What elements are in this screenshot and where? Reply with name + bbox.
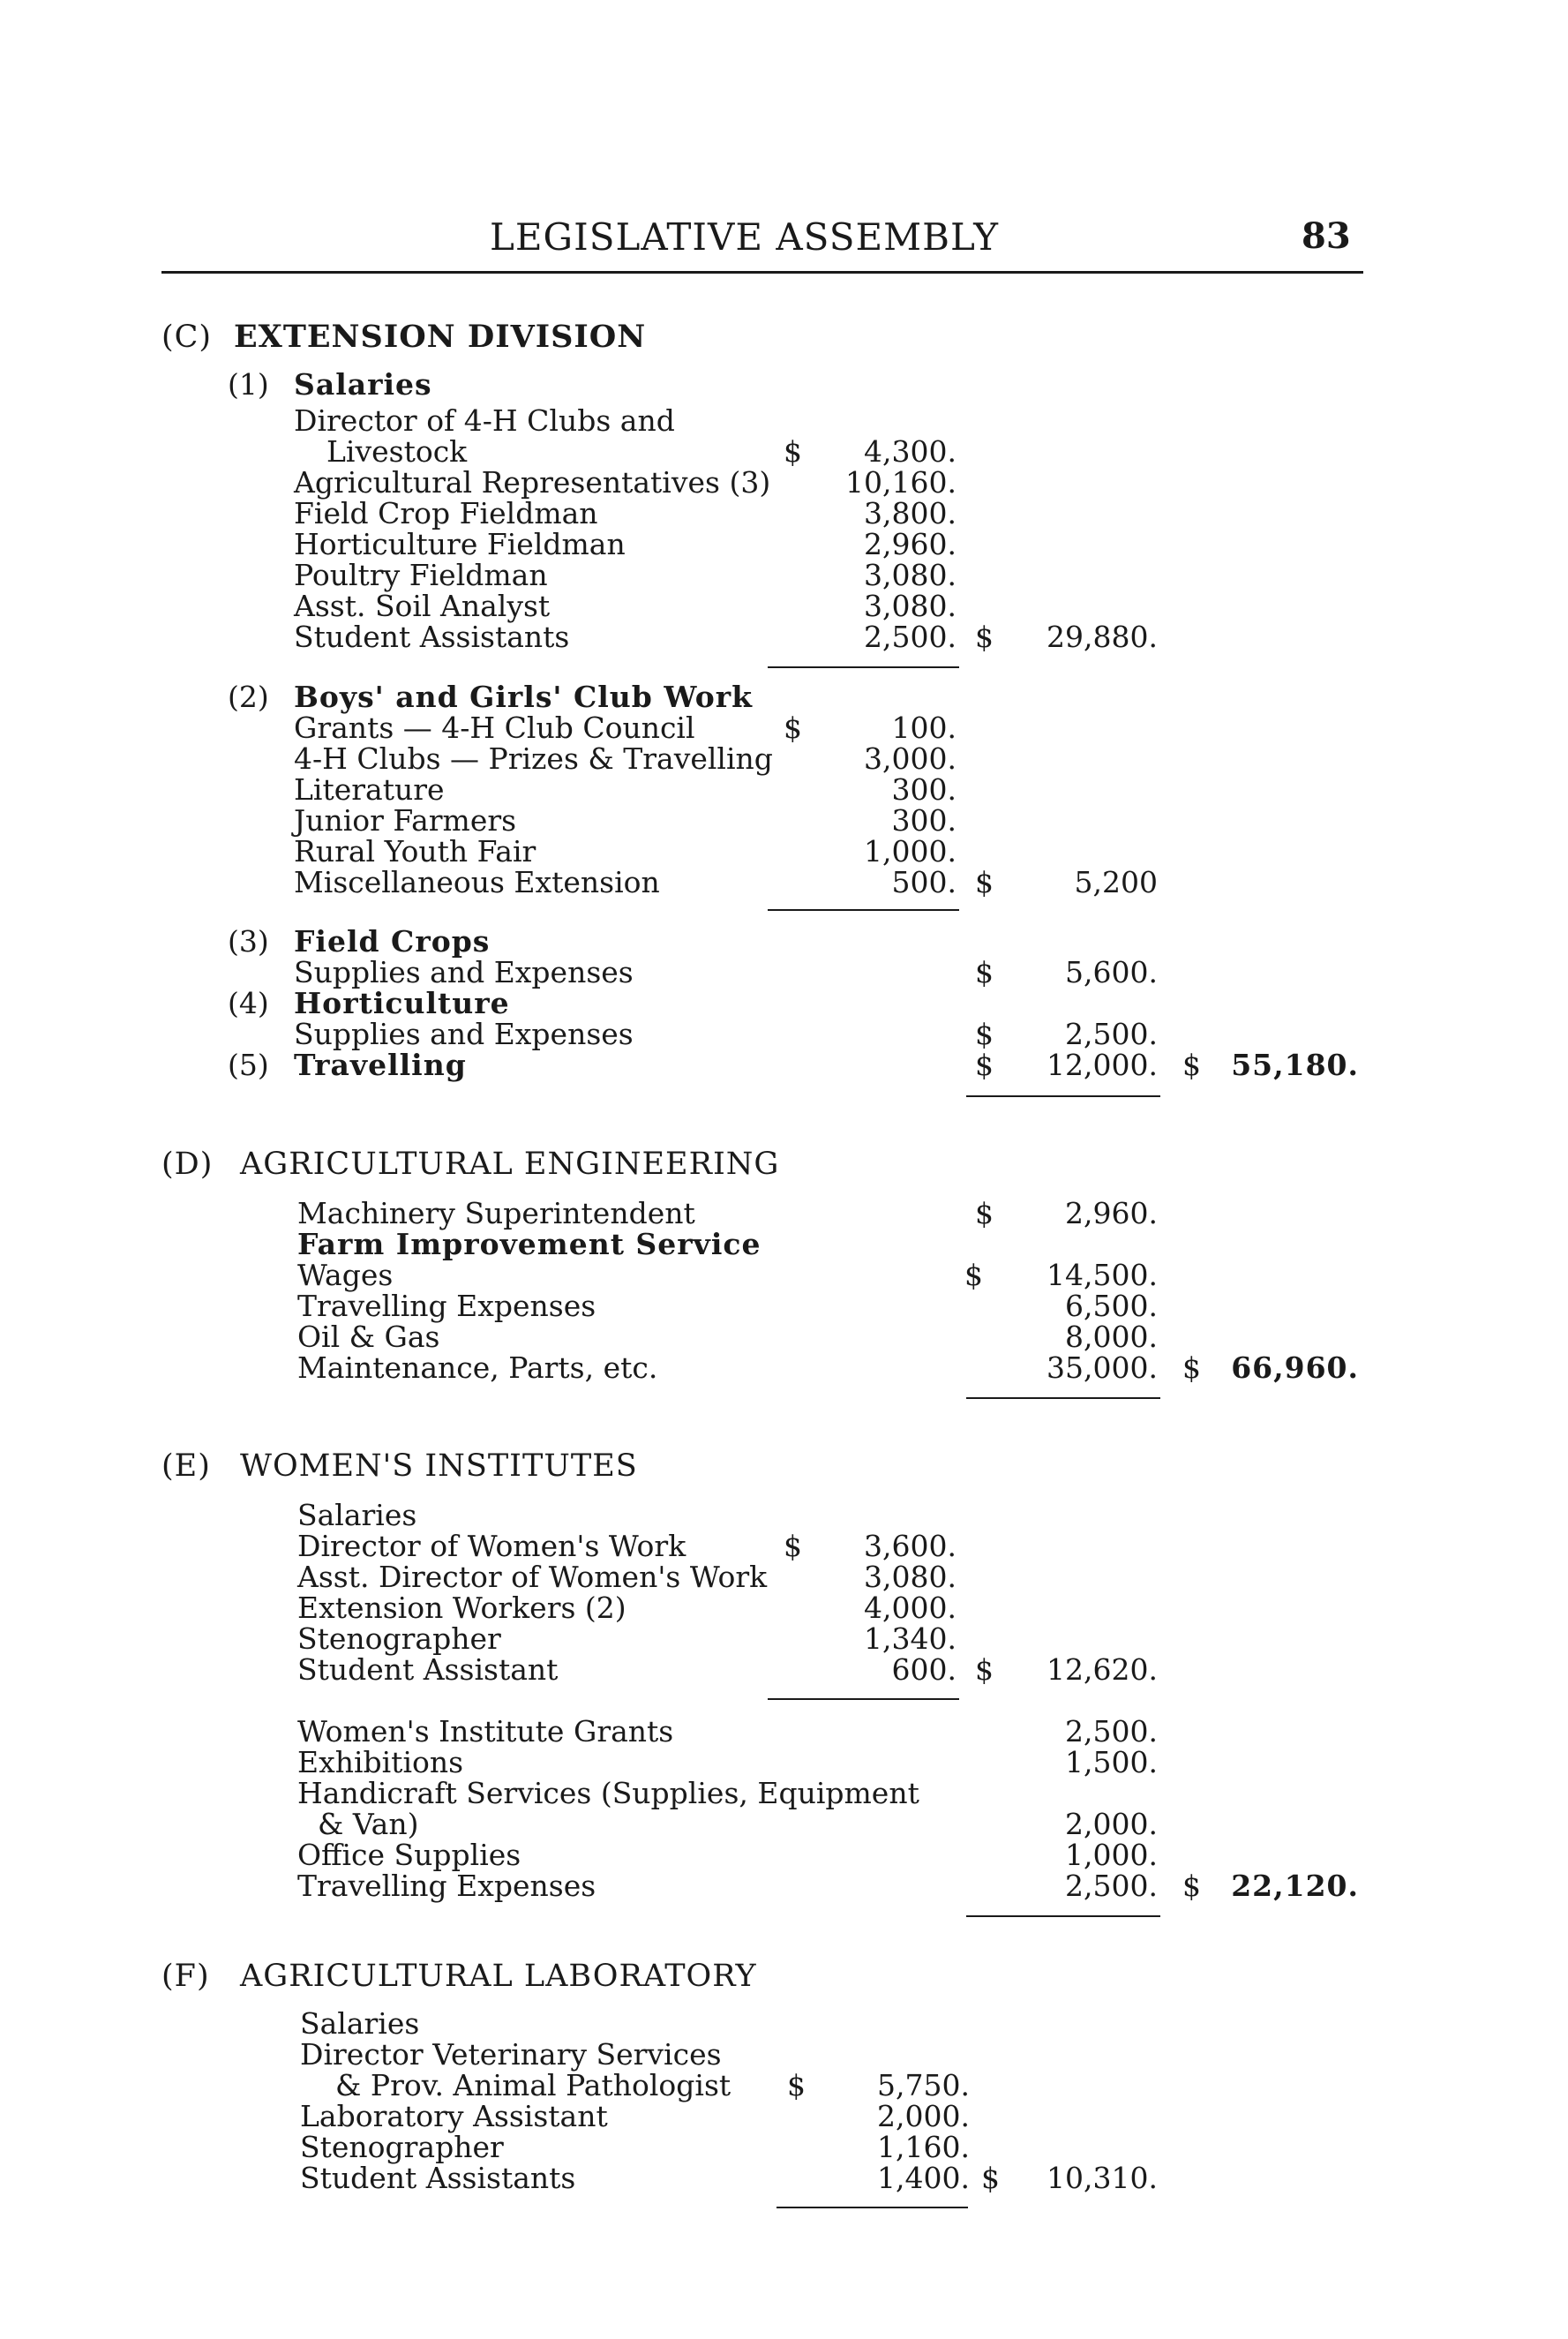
- line-amount: 4,300.: [864, 434, 957, 469]
- subsection-number: (4): [228, 986, 269, 1020]
- line-label: Office Supplies: [297, 1838, 521, 1872]
- total-rule: [966, 1915, 1160, 1917]
- line-amount: 3,000.: [864, 741, 957, 776]
- line-label: Miscellaneous Extension: [294, 865, 660, 899]
- line-label: Livestock: [326, 434, 468, 469]
- line-label: Travelling Expenses: [297, 1869, 596, 1903]
- line-label: Director of Women's Work: [297, 1529, 686, 1563]
- line-amount: 500.: [891, 865, 957, 899]
- section-label: (C): [161, 320, 213, 355]
- dollar-sign: $: [1182, 1869, 1201, 1903]
- line-amount: 1,000.: [864, 834, 957, 869]
- subtotal-amount: 12,620.: [1047, 1652, 1158, 1687]
- dollar-sign: $: [975, 1652, 994, 1687]
- line-label: Supplies and Expenses: [294, 955, 634, 989]
- section-title: AGRICULTURAL ENGINEERING: [240, 1147, 780, 1182]
- subsection-number: (5): [228, 1048, 269, 1082]
- subsection-number: (2): [228, 680, 269, 714]
- line-label: Director of 4-H Clubs and: [294, 403, 675, 438]
- page-number: 83: [1302, 215, 1351, 257]
- subtotal-rule: [768, 666, 959, 668]
- subtotal-amount: 1,000.: [1065, 1838, 1158, 1872]
- subsection-title: Horticulture: [294, 986, 510, 1020]
- subtotal-amount: 6,500.: [1065, 1289, 1158, 1323]
- line-amount: 5,750.: [877, 2068, 970, 2102]
- page-header-title: LEGISLATIVE ASSEMBLY: [490, 215, 999, 259]
- total-rule: [966, 1095, 1160, 1097]
- section-total: 55,180.: [1231, 1048, 1359, 1082]
- subsection-number: (3): [228, 924, 269, 959]
- line-amount: 1,400.: [877, 2161, 970, 2195]
- line-amount: 300.: [891, 803, 957, 838]
- line-label: Wages: [297, 1258, 394, 1292]
- line-label: Machinery Superintendent: [297, 1196, 695, 1230]
- line-label: Student Assistant: [297, 1652, 559, 1687]
- subtotal-amount: 2,500.: [1065, 1714, 1158, 1749]
- dollar-sign: $: [981, 2161, 1000, 2195]
- line-amount: 100.: [891, 711, 957, 745]
- subtotal-amount: 5,200: [1074, 865, 1158, 899]
- dollar-sign: $: [964, 1258, 983, 1292]
- subsection-number: (1): [228, 367, 269, 402]
- subsection-title: Farm Improvement Service: [297, 1227, 761, 1261]
- line-label: Asst. Director of Women's Work: [297, 1560, 768, 1594]
- subsection-title: Boys' and Girls' Club Work: [294, 680, 753, 714]
- dollar-sign: $: [975, 1196, 994, 1230]
- line-label: & Prov. Animal Pathologist: [335, 2068, 731, 2102]
- line-amount: 3,600.: [864, 1529, 957, 1563]
- line-label: Rural Youth Fair: [294, 834, 536, 869]
- section-title: EXTENSION DIVISION: [234, 319, 647, 355]
- subtotal-amount: 12,000.: [1047, 1048, 1158, 1082]
- line-label: Student Assistants: [294, 620, 570, 654]
- line-amount: 2,500.: [864, 620, 957, 654]
- section-total: 22,120.: [1231, 1869, 1359, 1903]
- line-amount: 3,080.: [864, 558, 957, 592]
- line-label: Supplies and Expenses: [294, 1017, 634, 1051]
- dollar-sign: $: [787, 2068, 806, 2102]
- section-label: (E): [161, 1448, 211, 1484]
- section-label: (D): [161, 1147, 214, 1182]
- line-amount: 600.: [891, 1652, 957, 1687]
- subtotal-amount: 29,880.: [1047, 620, 1158, 654]
- subtotal-rule: [768, 909, 959, 911]
- dollar-sign: $: [975, 1017, 994, 1051]
- line-amount: 3,800.: [864, 496, 957, 530]
- line-label: Stenographer: [300, 2130, 504, 2164]
- line-label: Poultry Fieldman: [294, 558, 548, 592]
- line-label: Travelling Expenses: [297, 1289, 596, 1323]
- line-label: Student Assistants: [300, 2161, 576, 2195]
- subsection-title: Salaries: [300, 2006, 420, 2041]
- line-label: Grants — 4-H Club Council: [294, 711, 695, 745]
- dollar-sign: $: [975, 620, 994, 654]
- section-total: 66,960.: [1231, 1350, 1359, 1385]
- line-amount: 10,160.: [845, 465, 957, 500]
- header-rule: [161, 271, 1363, 274]
- subtotal-rule: [768, 1698, 959, 1700]
- dollar-sign: $: [1182, 1350, 1201, 1385]
- subtotal-amount: 8,000.: [1065, 1320, 1158, 1354]
- subtotal-amount: 10,310.: [1047, 2161, 1158, 2195]
- dollar-sign: $: [975, 1048, 994, 1082]
- dollar-sign: $: [975, 955, 994, 989]
- line-label: Director Veterinary Services: [300, 2037, 722, 2072]
- subtotal-amount: 1,500.: [1065, 1745, 1158, 1779]
- line-label: Exhibitions: [297, 1745, 464, 1779]
- subtotal-amount: 2,500.: [1065, 1869, 1158, 1903]
- subtotal-amount: 14,500.: [1047, 1258, 1158, 1292]
- line-amount: 1,340.: [864, 1621, 957, 1656]
- subtotal-amount: 5,600.: [1065, 955, 1158, 989]
- line-label: Asst. Soil Analyst: [294, 589, 551, 623]
- line-label: Junior Farmers: [294, 803, 517, 838]
- section-title: WOMEN'S INSTITUTES: [240, 1448, 638, 1484]
- dollar-sign: $: [784, 434, 802, 469]
- line-label: Literature: [294, 772, 445, 807]
- line-amount: 1,160.: [877, 2130, 970, 2164]
- dollar-sign: $: [975, 865, 994, 899]
- line-label: Oil & Gas: [297, 1320, 440, 1354]
- dollar-sign: $: [784, 711, 802, 745]
- dollar-sign: $: [784, 1529, 802, 1563]
- total-rule: [966, 1397, 1160, 1399]
- line-label: Laboratory Assistant: [300, 2099, 608, 2133]
- line-amount: 2,960.: [864, 527, 957, 561]
- dollar-sign: $: [1182, 1048, 1201, 1082]
- section-title: AGRICULTURAL LABORATORY: [240, 1959, 757, 1994]
- line-label: Women's Institute Grants: [297, 1714, 674, 1749]
- line-amount: 3,080.: [864, 1560, 957, 1594]
- line-label: Handicraft Services (Supplies, Equipment: [297, 1776, 919, 1810]
- line-label: Field Crop Fieldman: [294, 496, 598, 530]
- line-amount: 4,000.: [864, 1591, 957, 1625]
- line-amount: 3,080.: [864, 589, 957, 623]
- subtotal-rule: [776, 2207, 968, 2208]
- line-label: Extension Workers (2): [297, 1591, 626, 1625]
- subsection-title: Salaries: [297, 1498, 417, 1532]
- line-label: Stenographer: [297, 1621, 501, 1656]
- line-amount: 300.: [891, 772, 957, 807]
- line-label: Horticulture Fieldman: [294, 527, 626, 561]
- subtotal-amount: 2,960.: [1065, 1196, 1158, 1230]
- subtotal-amount: 35,000.: [1047, 1350, 1158, 1385]
- subtotal-amount: 2,500.: [1065, 1017, 1158, 1051]
- line-label: Maintenance, Parts, etc.: [297, 1350, 658, 1385]
- line-amount: 2,000.: [877, 2099, 970, 2133]
- subsection-title: Salaries: [294, 367, 432, 402]
- line-label: & Van): [318, 1807, 419, 1841]
- line-label: 4-H Clubs — Prizes & Travelling: [294, 741, 773, 776]
- subtotal-amount: 2,000.: [1065, 1807, 1158, 1841]
- section-label: (F): [161, 1959, 210, 1994]
- subsection-title: Travelling: [294, 1048, 467, 1082]
- subsection-title: Field Crops: [294, 924, 491, 959]
- line-label: Agricultural Representatives (3): [294, 465, 771, 500]
